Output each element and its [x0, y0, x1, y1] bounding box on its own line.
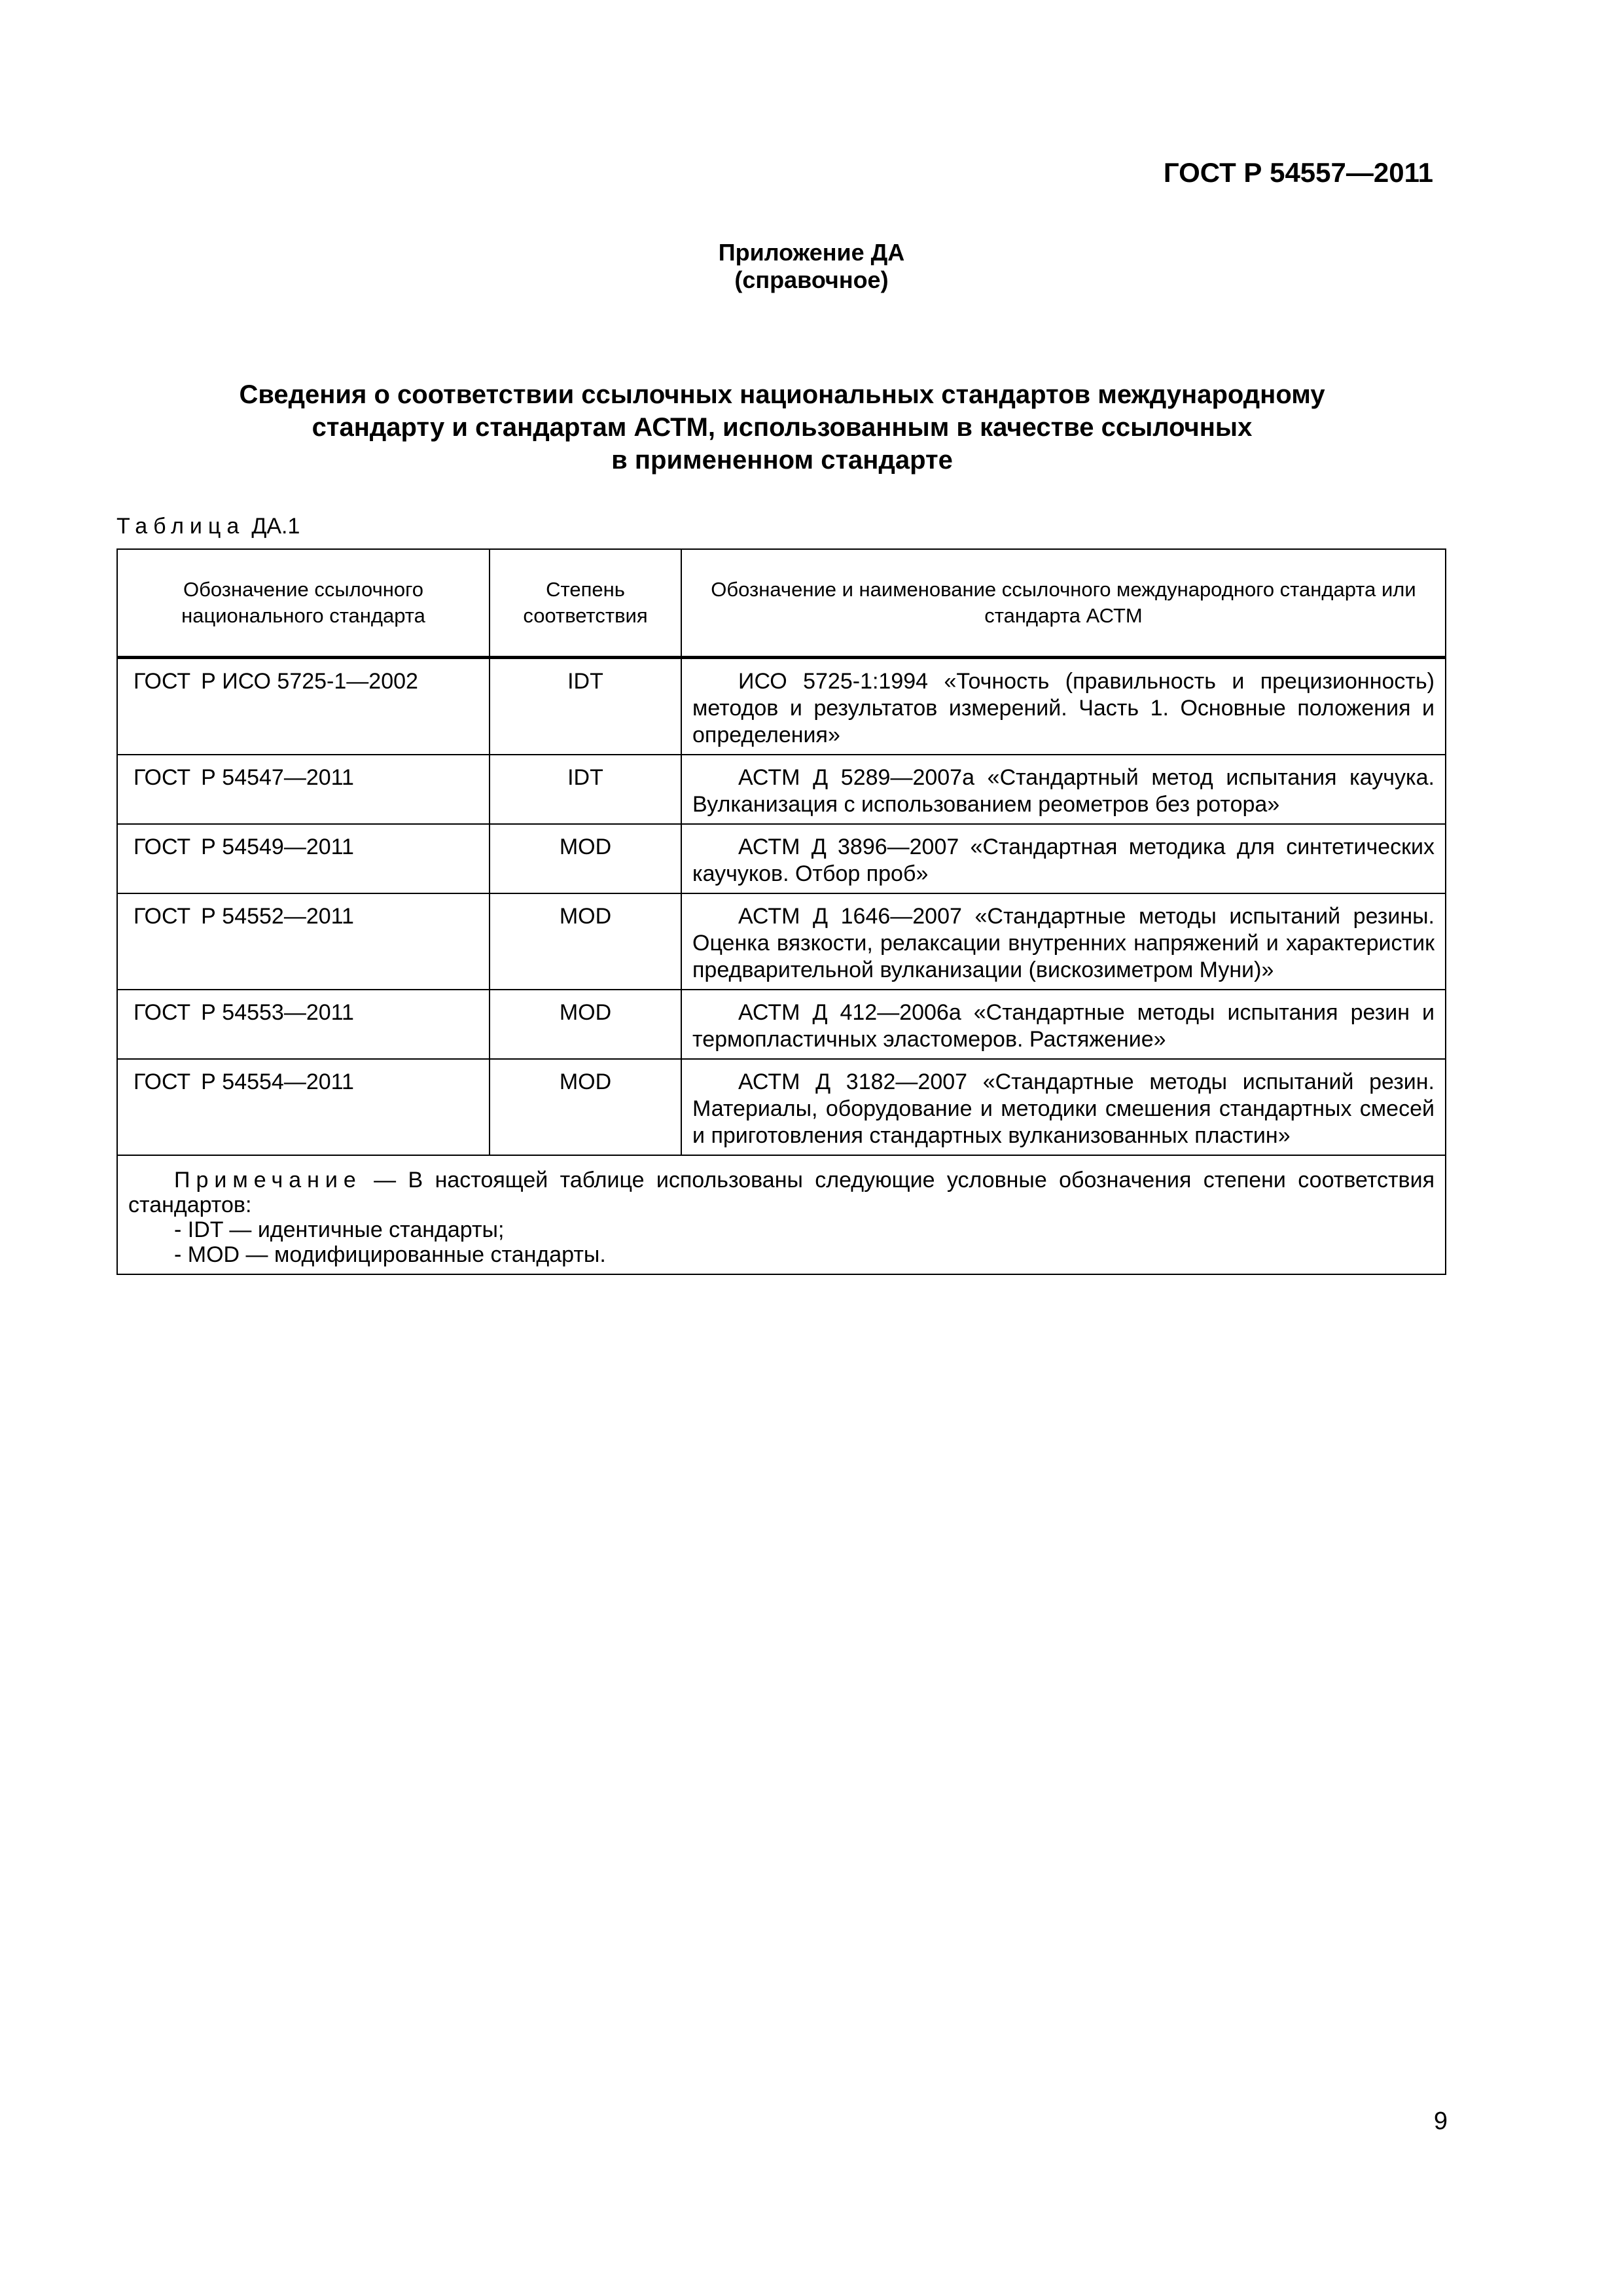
note-lead	[128, 1168, 1435, 1217]
page-number: 9	[1433, 2108, 1448, 2135]
national-standard-cell	[117, 1059, 490, 1155]
section-title	[118, 378, 1446, 476]
section-title-line: Сведения о соответствии ссылочных национальных стандартов международному	[239, 380, 1325, 409]
table-row	[117, 658, 1446, 755]
degree-cell: MOD	[490, 824, 681, 893]
header-degree: Степень соответствия	[490, 549, 681, 658]
description-cell: АСТМ Д 5289—2007а «Стандартный метод испытания каучука. Вулканизация с использованием реометров без ротора»	[681, 755, 1446, 824]
header-international-standard: Обозначение и наименование ссылочного международного стандарта или стандарта АСТМ	[681, 549, 1446, 658]
appendix-subtitle: (справочное)	[734, 266, 889, 293]
national-standard-cell	[117, 824, 490, 893]
document-code: ГОСТ Р 54557—2011	[1163, 157, 1433, 188]
standard-number: Р 54552—2011	[201, 904, 354, 929]
description-cell: ИСО 5725-1:1994 «Точность (правильность и прецизионность) методов и результатов измерений. Часть 1. Основные положения и определения»	[681, 658, 1446, 755]
standard-number: Р 54549—2011	[201, 834, 354, 859]
table-header-row	[117, 549, 1446, 658]
table-caption-number: ДА.1	[251, 514, 300, 539]
table-row	[117, 755, 1446, 824]
standard-number: Р 54554—2011	[201, 1069, 354, 1094]
degree-cell: IDT	[490, 755, 681, 824]
note-label: Примечание	[174, 1168, 362, 1193]
section-title-line: стандарту и стандартам АСТМ, использованным в качестве ссылочных	[312, 413, 1253, 442]
national-standard-cell	[117, 893, 490, 990]
section-title-line: в примененном стандарте	[611, 446, 953, 475]
appendix-heading	[0, 239, 1623, 294]
description-cell: АСТМ Д 3182—2007 «Стандартные методы испытаний резин. Материалы, оборудование и методики смешения стандартных смесей и приготовления стандартных вулканизованных пластин»	[681, 1059, 1446, 1155]
standard-prefix: ГОСТ	[134, 669, 191, 694]
note-text: — В настоящей таблице использованы следующие условные обозначения степени соответствия стандартов:	[128, 1168, 1435, 1217]
description-cell: АСТМ Д 412—2006а «Стандартные методы испытания резин и термопластичных эластомеров. Растяжение»	[681, 990, 1446, 1059]
table-caption	[116, 514, 300, 539]
degree-cell: MOD	[490, 990, 681, 1059]
note-item: - MOD — модифицированные стандарты.	[174, 1242, 606, 1267]
table-note	[117, 1155, 1446, 1274]
standard-number: Р 54553—2011	[201, 1000, 354, 1025]
standard-prefix: ГОСТ	[134, 834, 191, 859]
national-standard-cell	[117, 755, 490, 824]
standard-prefix: ГОСТ	[134, 1000, 191, 1025]
degree-cell: IDT	[490, 658, 681, 755]
degree-cell: MOD	[490, 893, 681, 990]
standard-prefix: ГОСТ	[134, 1069, 191, 1094]
table-caption-word: Таблица	[116, 514, 245, 539]
appendix-title: Приложение ДА	[718, 239, 905, 266]
standard-prefix: ГОСТ	[134, 904, 191, 929]
correspondence-table	[116, 548, 1446, 1275]
table-row	[117, 990, 1446, 1059]
table-row	[117, 824, 1446, 893]
national-standard-cell	[117, 990, 490, 1059]
national-standard-cell	[117, 658, 490, 755]
header-national-standard: Обозначение ссылочного национального стандарта	[117, 549, 490, 658]
note-item: - IDT — идентичные стандарты;	[174, 1217, 505, 1242]
table-note-row	[117, 1155, 1446, 1274]
degree-cell: MOD	[490, 1059, 681, 1155]
table-row	[117, 893, 1446, 990]
standard-number: Р ИСО 5725-1—2002	[201, 669, 418, 694]
description-cell: АСТМ Д 1646—2007 «Стандартные методы испытаний резины. Оценка вязкости, релаксации внутренних напряжений и характеристик предварительной вулканизации (вискозиметром Муни)»	[681, 893, 1446, 990]
table-row	[117, 1059, 1446, 1155]
standard-prefix: ГОСТ	[134, 765, 191, 790]
description-cell: АСТМ Д 3896—2007 «Стандартная методика для синтетических каучуков. Отбор проб»	[681, 824, 1446, 893]
standard-number: Р 54547—2011	[201, 765, 354, 790]
